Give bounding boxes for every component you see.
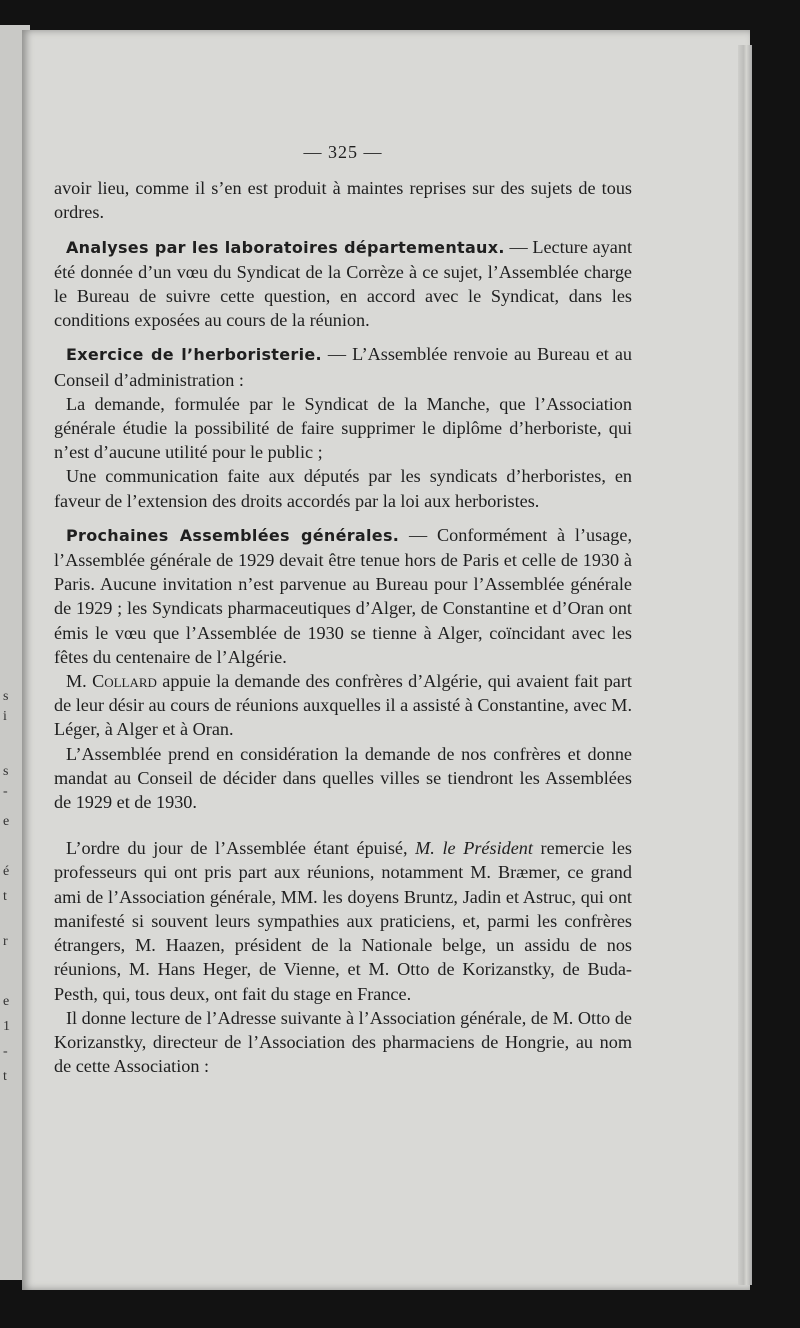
paragraph-collard — [54, 669, 632, 742]
margin-glyph: t — [3, 889, 7, 904]
margin-glyph: i — [3, 709, 7, 724]
section-heading: Exercice de l’herboristerie. — [66, 345, 322, 365]
left-margin-text — [0, 25, 20, 1280]
page-number: — 325 — — [303, 142, 383, 162]
paragraph-closing — [54, 836, 632, 1005]
section-heading: Analyses par les laboratoires départementaux. — [66, 237, 505, 257]
section-text: — L’Assemblée renvoie au Bureau et au Conseil d’administration : — [54, 344, 632, 390]
section-heading: Prochaines Assemblées générales. — [66, 525, 400, 545]
text-fragment: M. — [66, 671, 93, 692]
margin-glyph: s — [3, 689, 9, 704]
margin-glyph: - — [3, 784, 8, 799]
section-text: — Lecture ayant été donnée d’un vœu du Syndicat de la Corrèze à ce sujet, l’Assemblée charge le Bureau de suivre cette question, en accord avec le Syndicat, dans les conditions exposées au cours de la réunion. — [54, 236, 633, 331]
section-herboristerie — [54, 342, 632, 391]
herboristerie-item: La demande, formulée par le Syndicat de la Manche, que l’Association générale étudie la possibilité de faire supprimer le diplôme d’herboriste, qui n’est d’aucune utilité pour le public ; — [54, 393, 632, 463]
margin-glyph: e — [3, 814, 10, 829]
page-content — [54, 130, 632, 1078]
margin-glyph: - — [3, 1044, 8, 1059]
section-analyses — [54, 235, 632, 333]
margin-glyph: r — [3, 934, 8, 949]
section-prochaines — [54, 523, 632, 669]
margin-glyph: s — [3, 764, 9, 779]
text-fragment: appuie la demande des confrères d’Algérie, qui avaient fait part de leur désir au cours de réunions auxquelles il a assisté à Constantine, avec M. Léger, à Alger et à Oran. — [54, 671, 632, 740]
paragraph-adresse: Il donne lecture de l’Adresse suivante à l’Association générale, de M. Otto de Korizanstky, directeur de l’Association des pharmaciens de Hongrie, au nom de cette Association : — [54, 1007, 632, 1077]
margin-glyph: e — [3, 994, 10, 1009]
person-name: Collard — [92, 671, 157, 692]
margin-glyph: é — [3, 864, 10, 879]
text-fragment: remercie les professeurs qui ont pris part aux réunions, notamment M. Bræmer, ce grand ami de l’Association générale, MM. les doyens Bruntz, Jadin et Astruc, qui ont manifesté si souvent leurs sympathies aux praticiens, et, parmi les confrères étrangers, M. Haazen, président de la Nationale belge, un assidu de nos réunions, M. Hans Heger, de Vienne, et M. Otto de Korizanstky, de Buda-Pesth, qui, tous deux, ont fait du stage en France. — [54, 838, 632, 1004]
section-text: — Conformément à l’usage, l’Assemblée générale de 1929 devait être tenue hors de Paris et celle de 1930 à Paris. Aucune invitation n’est parvenue au Bureau pour l’Assemblée générale de 1929 ; les Syndicats pharmaceutiques d’Alger, de Constantine et d’Oran ont émis le vœu que l’Assemblée de 1930 se tienne à Alger, coïncidant avec les fêtes du centenaire de l’Algérie. — [54, 524, 632, 667]
margin-glyph: 1 — [3, 1019, 10, 1034]
paragraph-continuation: avoir lieu, comme il s’en est produit à maintes reprises sur des sujets de tous ordres. — [54, 178, 632, 223]
paragraph-assemblee-decision: L’Assemblée prend en considération la demande de nos confrères et donne mandat au Conseil de décider dans quelles villes se tiendront les Assemblées de 1929 et de 1930. — [54, 743, 632, 813]
text-fragment: L’ordre du jour de l’Assemblée étant épuisé, — [66, 838, 416, 859]
president-title: M. le Président — [415, 838, 533, 859]
herboristerie-item: Une communication faite aux députés par les syndicats d’herboristes, en faveur de l’extension des droits accordés par la loi aux herboristes. — [54, 466, 632, 511]
margin-glyph: t — [3, 1069, 7, 1084]
page-stack-edge — [738, 45, 752, 1285]
